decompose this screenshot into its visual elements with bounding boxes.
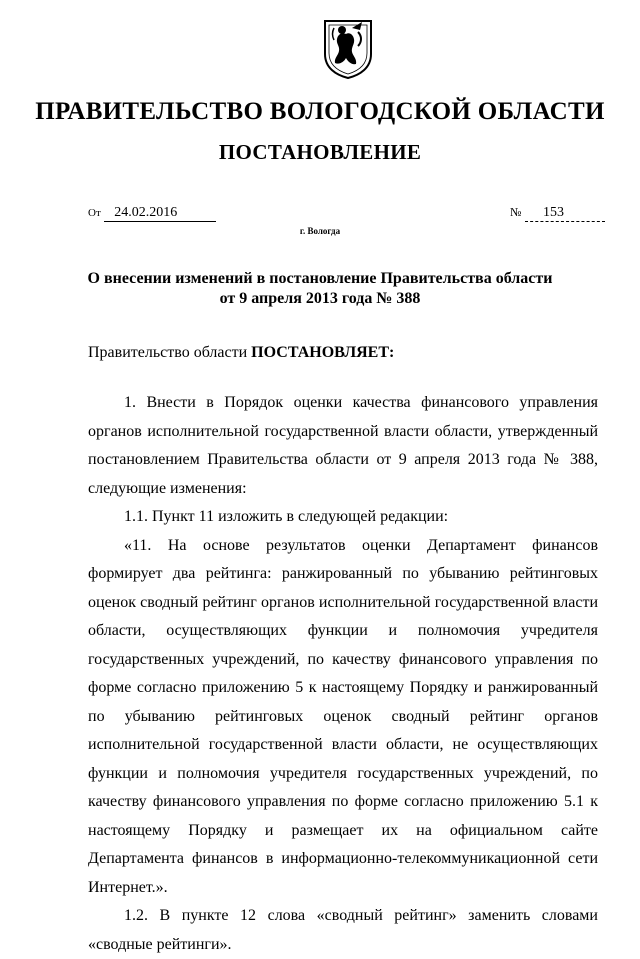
paragraph-quoted-11: «11. На основе результатов оценки Департамент финансов формирует два рейтинга: ранжированный по убыванию рейтинговых оценок сводный рейтинг органов исполнительной государственной власти области, осуществляющих функции и полномочия учредителя государственных учреждений, по качеству финансового управления по форме согласно приложению 5 к настоящему Порядку и ранжированный по убыванию рейтинговых оценок сводный рейтинг органов исполнительной государственной власти области, не осуществляющих функции и полномочия учредителя государственных учреждений, по качеству финансового управления по форме согласно приложению 5.1 к настоящему Порядку и размещает их на официальном сайте Департамента финансов в информационно-телекоммуникационной сети Интернет.». bbox=[88, 536, 598, 896]
date-label: От bbox=[88, 207, 101, 219]
number-label: № bbox=[510, 205, 522, 219]
preamble-prefix: Правительство области bbox=[88, 344, 252, 361]
government-title: ПРАВИТЕЛЬСТВО ВОЛОГОДСКОЙ ОБЛАСТИ bbox=[35, 98, 605, 125]
document-date bbox=[88, 204, 216, 222]
document-type: ПОСТАНОВЛЕНИЕ bbox=[218, 140, 422, 164]
city-label: г. Вологда bbox=[299, 226, 341, 236]
paragraph-1-1: 1.1. Пункт 11 изложить в следующей редакции: bbox=[124, 508, 449, 525]
date-value: 24.02.2016 bbox=[104, 204, 216, 222]
subject-line-1: О внесении изменений в постановление Правительства области bbox=[87, 270, 553, 287]
document-subject bbox=[80, 269, 560, 309]
vologda-coat-of-arms-icon bbox=[322, 18, 374, 80]
paragraph-1: 1. Внести в Порядок оценки качества финансового управления органов исполнительной государственной власти области, утвержденный постановлением Правительства области от 9 апреля 2013 года № 388, следующие изменения: bbox=[88, 394, 598, 497]
number-value: 153 bbox=[525, 204, 605, 222]
document-number bbox=[510, 204, 605, 222]
preamble-verb: ПОСТАНОВЛЯЕТ: bbox=[251, 344, 395, 361]
document-body bbox=[88, 389, 598, 959]
preamble bbox=[88, 344, 394, 362]
paragraph-1-2: 1.2. В пункте 12 слова «сводный рейтинг» заменить словами «сводные рейтинги». bbox=[88, 907, 598, 953]
subject-line-2: от 9 апреля 2013 года № 388 bbox=[219, 290, 421, 307]
